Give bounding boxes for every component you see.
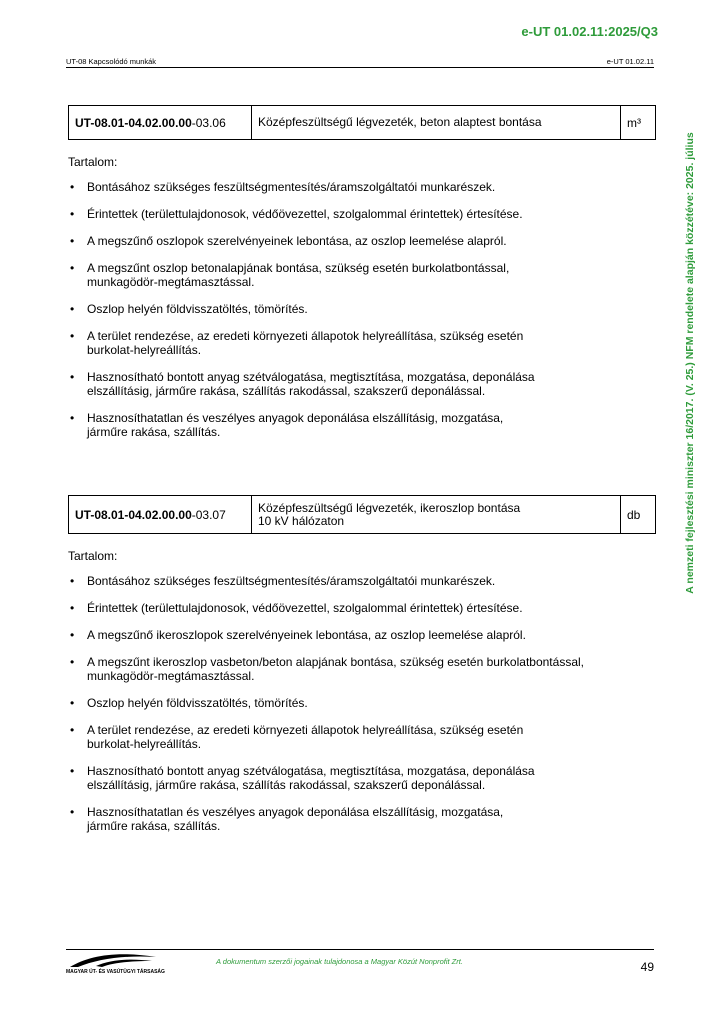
section-title: UT-08 Kapcsolódó munkák (66, 57, 157, 66)
item-title-line: 10 kV hálózaton (258, 513, 345, 528)
list-item (68, 805, 654, 833)
list-item (68, 601, 654, 615)
item-title-line: Középfeszültségű légvezeték, ikeroszlop bontása (258, 500, 521, 515)
item-title-line: Középfeszültségű légvezeték, beton alaptest bontása (258, 115, 542, 129)
list-item (68, 302, 654, 316)
content-bullet-list (68, 574, 654, 833)
organization-logo (66, 951, 165, 975)
list-item (68, 655, 654, 683)
list-item-text: A terület rendezése, az eredeti környezeti állapotok helyreállítása, szükség esetén (87, 329, 524, 343)
item-unit: db (621, 496, 656, 534)
logo-text: MAGYAR ÚT- ÉS VASÚTÜGYI TÁRSASÁG (66, 969, 165, 975)
list-item (68, 261, 654, 289)
item-content (68, 549, 654, 846)
list-item (68, 411, 654, 439)
bullet-icon: • (70, 234, 75, 248)
content-bullet-list (68, 180, 654, 439)
item-code-suffix: -03.06 (191, 115, 226, 130)
bullet-icon: • (70, 696, 75, 710)
item-title (252, 496, 621, 534)
list-item (68, 234, 654, 248)
side-publication-note (683, 96, 697, 630)
bullet-icon: • (70, 601, 75, 615)
list-item (68, 723, 654, 751)
bullet-icon: • (70, 370, 75, 384)
list-item-text-continuation: járműre rakása, szállítás. (87, 819, 221, 833)
list-item-text: Hasznosíthatatlan és veszélyes anyagok deponálása elszállításig, mozgatása, (87, 805, 504, 819)
list-item-text-continuation: munkagödör-megtámasztással. (87, 275, 255, 289)
bullet-icon: • (70, 411, 75, 425)
bullet-icon: • (70, 723, 75, 737)
item-header-table (68, 495, 656, 534)
list-item-text: Oszlop helyén földvisszatöltés, tömörítés. (87, 302, 308, 316)
item-code (69, 496, 252, 534)
item-content (68, 155, 654, 452)
bullet-icon: • (70, 261, 75, 275)
list-item-text: Bontásához szükséges feszültségmentesítés/áramszolgáltatói munkarészek. (87, 574, 496, 588)
item-code-main: UT-08.01-04.02.00.00 (75, 115, 192, 130)
list-item (68, 628, 654, 642)
bullet-icon: • (70, 302, 75, 316)
bullet-icon: • (70, 764, 75, 778)
item-header-table (68, 105, 656, 140)
list-item-text: A megszűnt ikeroszlop vasbeton/beton alapjának bontása, szükség esetén burkolatbontással, (87, 655, 584, 669)
list-item (68, 207, 654, 221)
document-short-code: e-UT 01.02.11 (606, 57, 654, 66)
list-item-text: Érintettek (területtulajdonosok, védőövezettel, szolgalommal érintettek) értesítése. (87, 207, 523, 221)
item-header-row (69, 496, 656, 534)
list-item-text: Bontásához szükséges feszültségmentesítés/áramszolgáltatói munkarészek. (87, 180, 496, 194)
list-item (68, 764, 654, 792)
bullet-icon: • (70, 207, 75, 221)
list-item-text: Hasznosíthatatlan és veszélyes anyagok deponálása elszállításig, mozgatása, (87, 411, 504, 425)
list-item-text: Oszlop helyén földvisszatöltés, tömörítés. (87, 696, 308, 710)
list-item-text: Hasznosítható bontott anyag szétválogatása, megtisztítása, mozgatása, deponálása (87, 764, 535, 778)
content-label: Tartalom: (68, 549, 118, 563)
list-item-text-continuation: elszállításig, járműre rakása, szállítás rakodással, szakszerű deponálással. (87, 778, 486, 792)
footer-divider (66, 949, 654, 950)
list-item-text: A megszűnő ikeroszlopok szerelvényeinek lebontása, az oszlop leemelése alapról. (87, 628, 526, 642)
list-item-text: Érintettek (területtulajdonosok, védőövezettel, szolgalommal érintettek) értesítése. (87, 601, 523, 615)
document-code: e-UT 01.02.11:2025/Q3 (521, 24, 658, 39)
list-item-text: A terület rendezése, az eredeti környezeti állapotok helyreállítása, szükség esetén (87, 723, 524, 737)
item-code-suffix: -03.07 (191, 507, 226, 522)
list-item (68, 370, 654, 398)
bullet-icon: • (70, 628, 75, 642)
list-item-text-continuation: burkolat-helyreállítás. (87, 343, 202, 357)
list-item-text: Hasznosítható bontott anyag szétválogatása, megtisztítása, mozgatása, deponálása (87, 370, 535, 384)
list-item-text-continuation: burkolat-helyreállítás. (87, 737, 202, 751)
page-number: 49 (640, 960, 654, 974)
item-title (252, 106, 621, 140)
item-code-main: UT-08.01-04.02.00.00 (75, 507, 192, 522)
bullet-icon: • (70, 180, 75, 194)
item-unit: m³ (621, 106, 656, 140)
list-item-text-continuation: elszállításig, járműre rakása, szállítás rakodással, szakszerű deponálással. (87, 384, 486, 398)
list-item (68, 574, 654, 588)
list-item-text: A megszűnt oszlop betonalapjának bontása, szükség esetén burkolatbontással, (87, 261, 510, 275)
bullet-icon: • (70, 574, 75, 588)
bullet-icon: • (70, 655, 75, 669)
list-item (68, 180, 654, 194)
item-header-row (69, 106, 656, 140)
item-code (69, 106, 252, 140)
content-label: Tartalom: (68, 155, 118, 169)
copyright-notice: A dokumentum szerzői jogainak tulajdonosa a Magyar Közút Nonprofit Zrt. (216, 957, 463, 966)
list-item-text-continuation: munkagödör-megtámasztással. (87, 669, 255, 683)
page-header (66, 57, 654, 68)
bullet-icon: • (70, 329, 75, 343)
list-item (68, 696, 654, 710)
bullet-icon: • (70, 805, 75, 819)
list-item-text: A megszűnő oszlopok szerelvényeinek lebontása, az oszlop leemelése alapról. (87, 234, 507, 248)
logo-swoosh-icon (66, 951, 160, 969)
list-item-text-continuation: járműre rakása, szállítás. (87, 425, 221, 439)
side-note-text: A nemzeti fejlesztési miniszter 16/2017. (V. 25.) NFM rendelete alapján közzétéve: 2025. július (684, 132, 696, 594)
list-item (68, 329, 654, 357)
